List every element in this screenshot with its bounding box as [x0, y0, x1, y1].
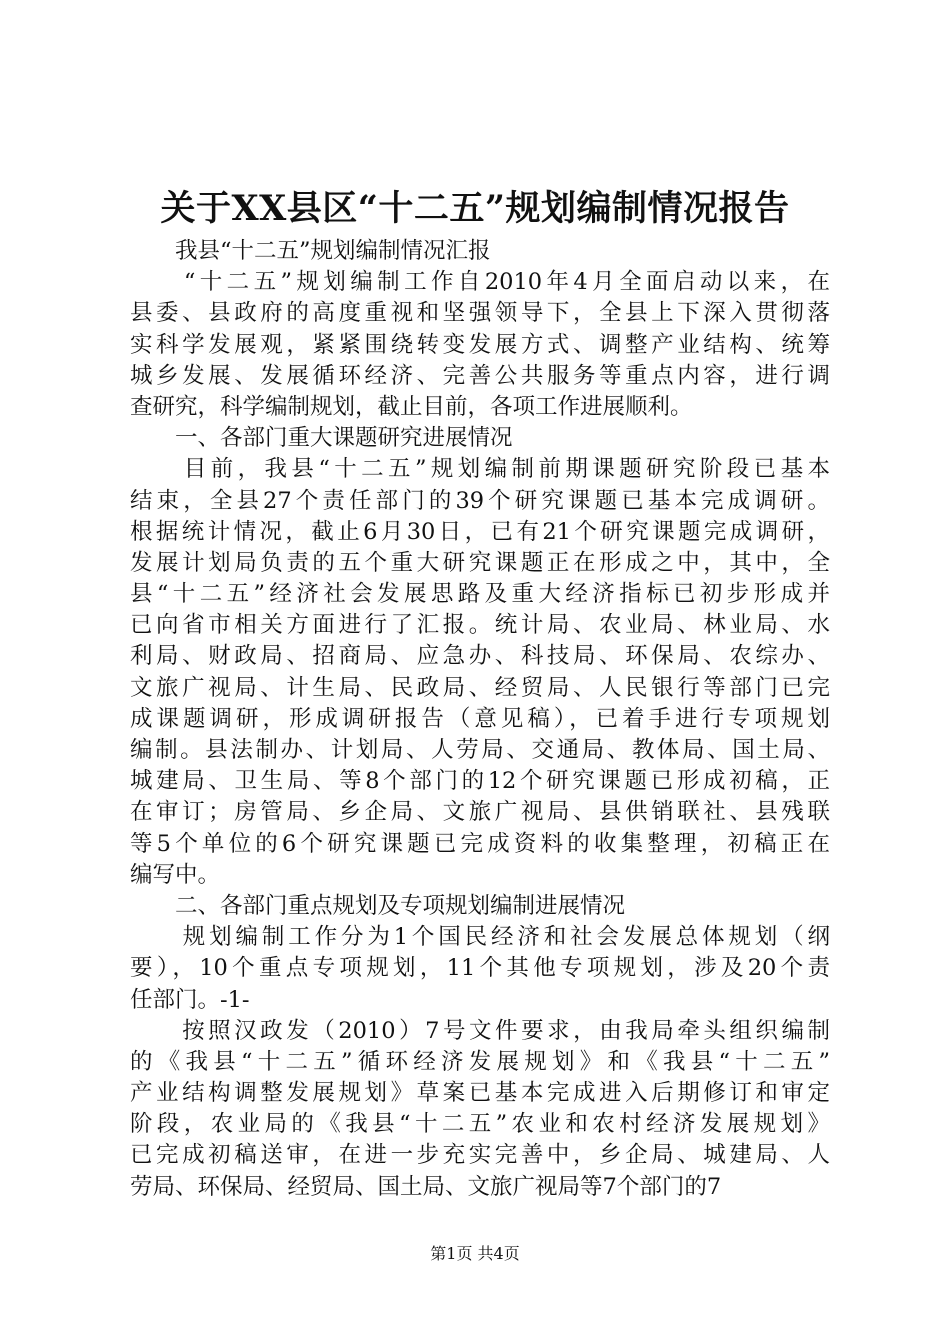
text-line: 要），10个重点专项规划，11个其他专项规划，涉及20个责 [130, 955, 830, 982]
text-line: 查研究，科学编制规划，截止目前，各项工作进展顺利。 [130, 393, 693, 420]
text-line: 目前，我县“十二五”规划编制前期课题研究阶段已基本 [130, 456, 830, 483]
text-line: 文旅广视局、计生局、民政局、经贸局、人民银行等部门已完 [130, 674, 830, 701]
document-title: 关于XX县区“十二五”规划编制情况报告 [160, 188, 790, 229]
text-line: 已完成初稿送审，在进一步充实完善中，乡企局、城建局、人 [130, 1142, 830, 1169]
text-line: 劳局、环保局、经贸局、国土局、文旅广视局等7个部门的7 [130, 1173, 722, 1200]
text-line: 根据统计情况，截止6月30日，已有21个研究课题完成调研， [130, 518, 830, 545]
text-line: 我县“十二五”规划编制情况汇报 [130, 238, 491, 264]
text-line: 利局、财政局、招商局、应急办、科技局、环保局、农综办、 [130, 643, 830, 670]
page-footer: 第1页 共4页 [430, 1244, 520, 1263]
text-line: 在审订；房管局、乡企局、文旅广视局、县供销联社、县残联 [130, 799, 830, 826]
text-line: 规划编制工作分为1个国民经济和社会发展总体规划（纲 [130, 924, 830, 951]
text-line: 已向省市相关方面进行了汇报。统计局、农业局、林业局、水 [130, 612, 830, 639]
text-line: 任部门。-1- [130, 986, 250, 1013]
text-line: 按照汉政发（2010）7号文件要求，由我局牵头组织编制 [130, 1017, 830, 1044]
text-line: 县“十二五”经济社会发展思路及重大经济指标已初步形成并 [130, 581, 830, 608]
text-line: 二、各部门重点规划及专项规划编制进展情况 [130, 892, 626, 919]
text-line: 实科学发展观，紧紧围绕转变发展方式、调整产业结构、统筹 [130, 331, 830, 358]
text-line: 的《我县“十二五”循环经济发展规划》和《我县“十二五” [130, 1048, 830, 1075]
text-line: 产业结构调整发展规划》草案已基本完成进入后期修订和审定 [130, 1080, 830, 1107]
text-line: 编制。县法制办、计划局、人劳局、交通局、教体局、国土局、 [130, 737, 830, 763]
text-line: 城乡发展、发展循环经济、完善公共服务等重点内容，进行调 [130, 362, 830, 389]
text-line: 成课题调研，形成调研报告（意见稿），已着手进行专项规划 [130, 705, 830, 732]
text-line: 等5个单位的6个研究课题已完成资料的收集整理，初稿正在 [130, 830, 830, 857]
text-line: 阶段，农业局的《我县“十二五”农业和农村经济发展规划》 [130, 1111, 830, 1138]
text-line: 县委、县政府的高度重视和坚强领导下，全县上下深入贯彻落 [130, 300, 830, 327]
text-line: 编写中。 [130, 861, 221, 888]
text-line: 城建局、卫生局、等8个部门的12个研究课题已形成初稿，正 [130, 768, 830, 795]
text-line: 结束，全县27个责任部门的39个研究课题已基本完成调研。 [130, 487, 830, 514]
document-body [130, 236, 830, 1203]
text-line: “十二五”规划编制工作自2010年4月全面启动以来，在 [130, 269, 830, 296]
text-line: 发展计划局负责的五个重大研究课题正在形成之中，其中，全 [130, 549, 830, 576]
text-line: 一、各部门重大课题研究进展情况 [130, 425, 513, 452]
